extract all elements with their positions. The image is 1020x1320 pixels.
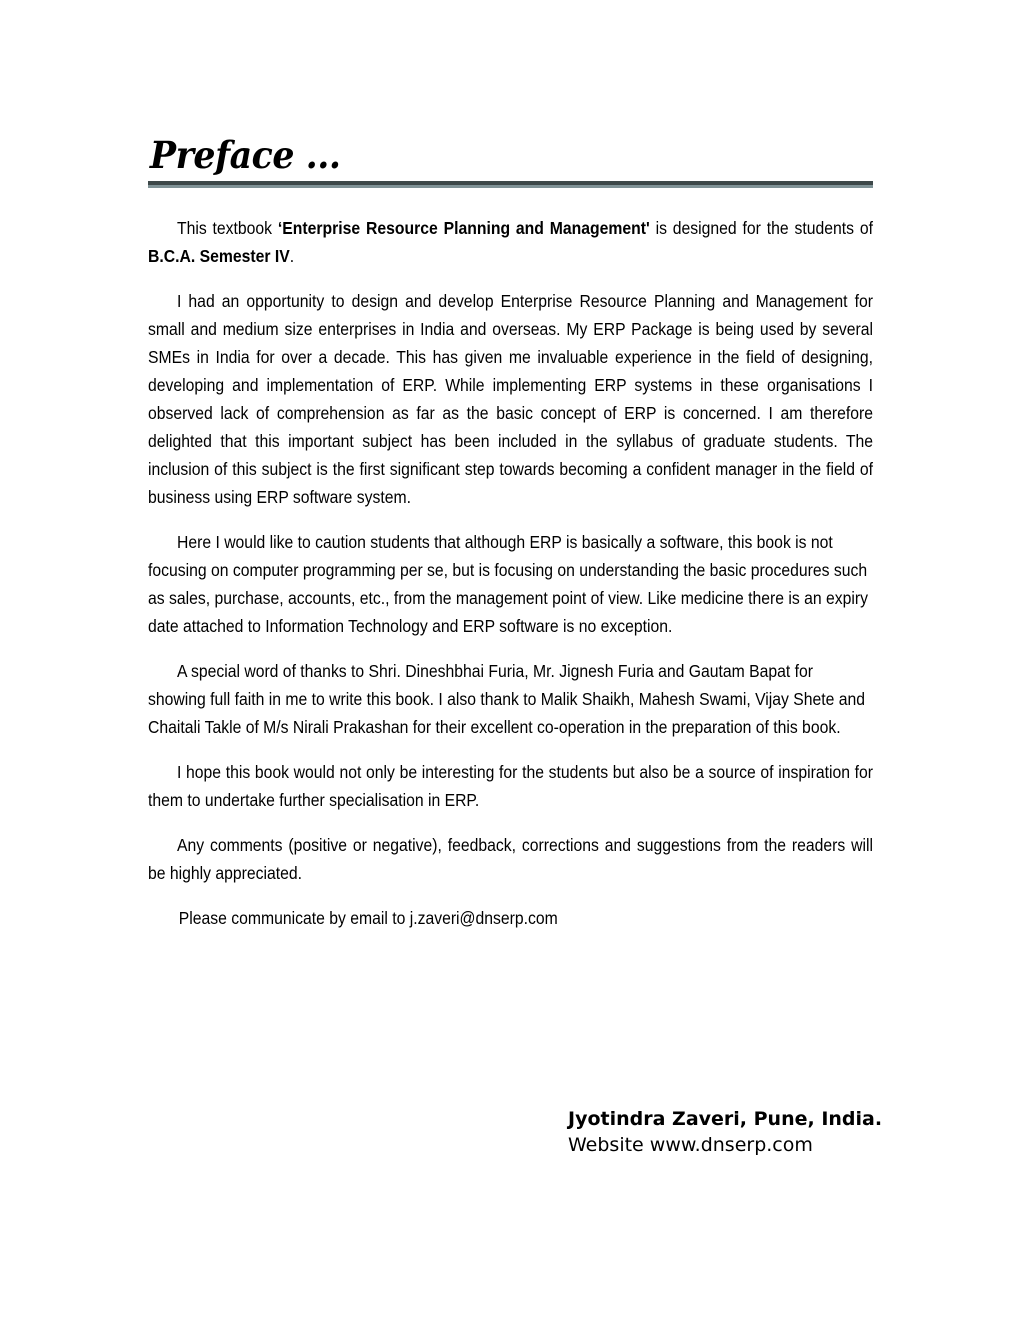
paragraph-hope: I hope this book would not only be interesting for the students but also be a source of inspiration for them to undertake further specialisation in ERP.: [148, 762, 874, 810]
title-divider-rule: [148, 181, 873, 188]
emphasis-text: ‘Enterprise Resource Planning and Management': [277, 218, 650, 238]
author-website: Website www.dnserp.com: [568, 1134, 813, 1156]
paragraph-comments: Any comments (positive or negative), feedback, corrections and suggestions from the readers will be highly appreciated.: [148, 835, 874, 883]
paragraph-caution: Here I would like to caution students that although ERP is basically a software, this book is not focusing on computer programming per se, but is focusing on understanding the basic procedures such as sales, purchase, accounts, etc., from the management point of view. Like medicine there is an expiry date attached to Information Technology and ERP software is no exception.: [148, 532, 868, 636]
paragraph-intro: This textbook ‘Enterprise Resource Planning and Management' is designed for the students of B.C.A. Semester IV.: [148, 218, 874, 266]
heading-block: [148, 133, 873, 188]
contact-email-line: Please communicate by email to j.zaveri@dnserp.com: [178, 908, 558, 928]
paragraph-acknowledgements: A special word of thanks to Shri. Dineshbhai Furia, Mr. Jignesh Furia and Gautam Bapat for showing full faith in me to write this book. I also thank to Malik Shaikh, Mahesh Swami, Vijay Shete and Chaitali Takle of M/s Nirali Prakashan for their excellent co-operation in the preparation of this book.: [148, 661, 866, 737]
author-name: Jyotindra Zaveri, Pune, India.: [568, 1108, 883, 1130]
paragraph-background: I had an opportunity to design and develop Enterprise Resource Planning and Management for small and medium size enterprises in India and overseas. My ERP Package is being used by several SMEs in India for over a decade. This has given me invaluable experience in the field of designing, developing and implementation of ERP. While implementing ERP systems in these organisations I observed lack of comprehension as far as the basic concept of ERP is concerned. I am therefore delighted that this important subject has been included in the syllabus of graduate students. The inclusion of this subject is the first significant step towards becoming a confident manager in the field of business using ERP software system.: [148, 291, 874, 507]
page-title: Preface ...: [149, 133, 341, 177]
emphasis-text: B.C.A. Semester IV: [148, 246, 290, 266]
body-text-block: [148, 214, 873, 932]
signature-block: [568, 1106, 968, 1158]
